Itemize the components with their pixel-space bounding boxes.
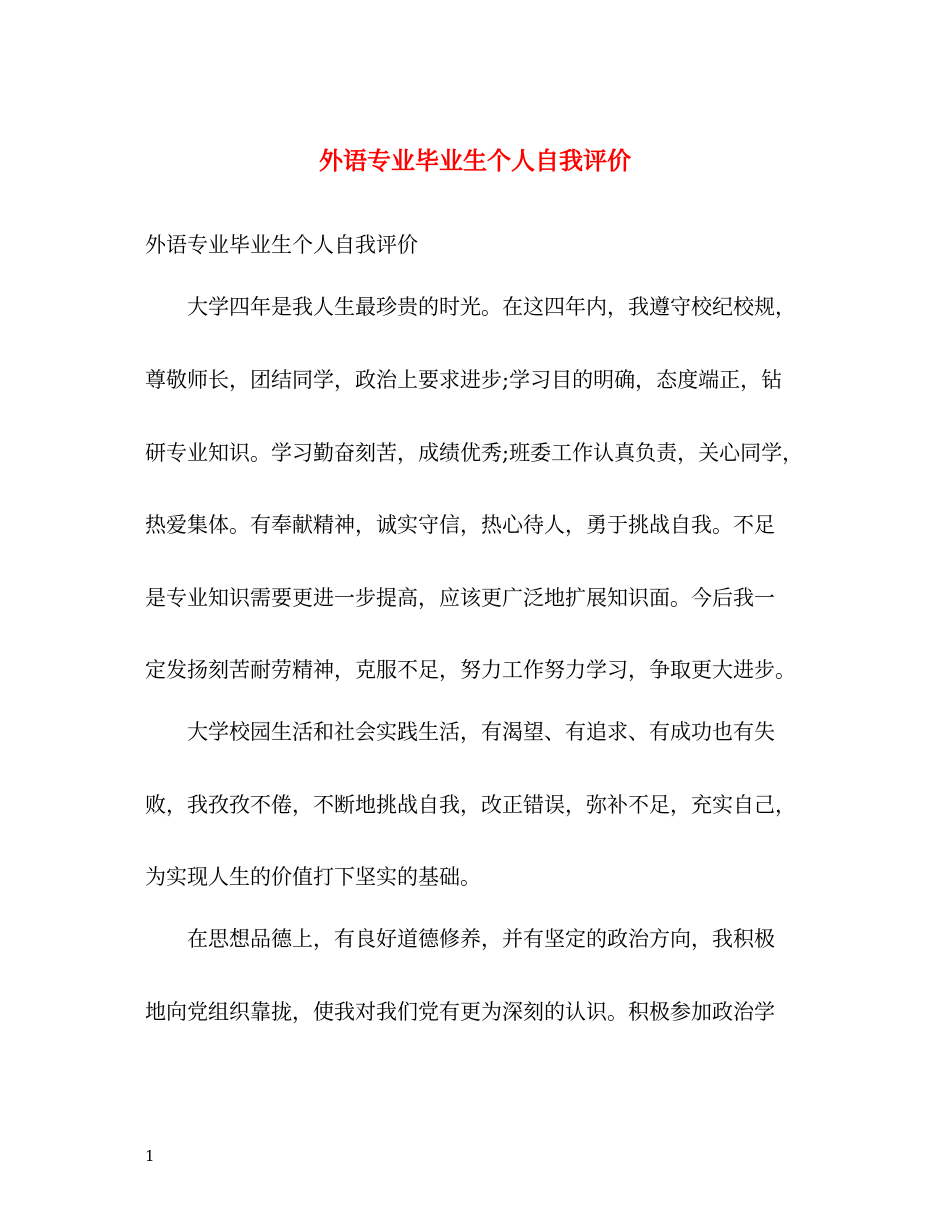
body-line: 地向党组织靠拢，使我对我们党有更为深刻的认识。积极参加政治学 bbox=[145, 1000, 775, 1024]
body-line: 在思想品德上，有良好道德修养，并有坚定的政治方向，我积极 bbox=[145, 927, 775, 951]
body-line: 败，我孜孜不倦，不断地挑战自我，改正错误，弥补不足，充实自己， bbox=[145, 793, 796, 817]
page-number: 1 bbox=[145, 1147, 155, 1165]
body-line: 大学四年是我人生最珍贵的时光。在这四年内，我遵守校纪校规， bbox=[145, 295, 796, 319]
body-line: 大学校园生活和社会实践生活，有渴望、有追求、有成功也有失 bbox=[145, 720, 775, 744]
body-line: 研专业知识。学习勤奋刻苦，成绩优秀;班委工作认真负责，关心同学， bbox=[145, 441, 804, 465]
body-line: 定发扬刻苦耐劳精神，克服不足，努力工作努力学习，争取更大进步。 bbox=[145, 658, 796, 682]
body-line: 尊敬师长，团结同学，政治上要求进步;学习目的明确，态度端正，钻 bbox=[145, 368, 783, 392]
document-subtitle: 外语专业毕业生个人自我评价 bbox=[145, 233, 418, 257]
document-title: 外语专业毕业生个人自我评价 bbox=[319, 146, 631, 175]
body-line: 为实现人生的价值打下坚实的基础。 bbox=[145, 865, 481, 889]
body-line: 是专业知识需要更进一步提高，应该更广泛地扩展知识面。今后我一 bbox=[145, 586, 775, 610]
body-line: 热爱集体。有奉献精神，诚实守信，热心待人，勇于挑战自我。不足 bbox=[145, 513, 775, 537]
